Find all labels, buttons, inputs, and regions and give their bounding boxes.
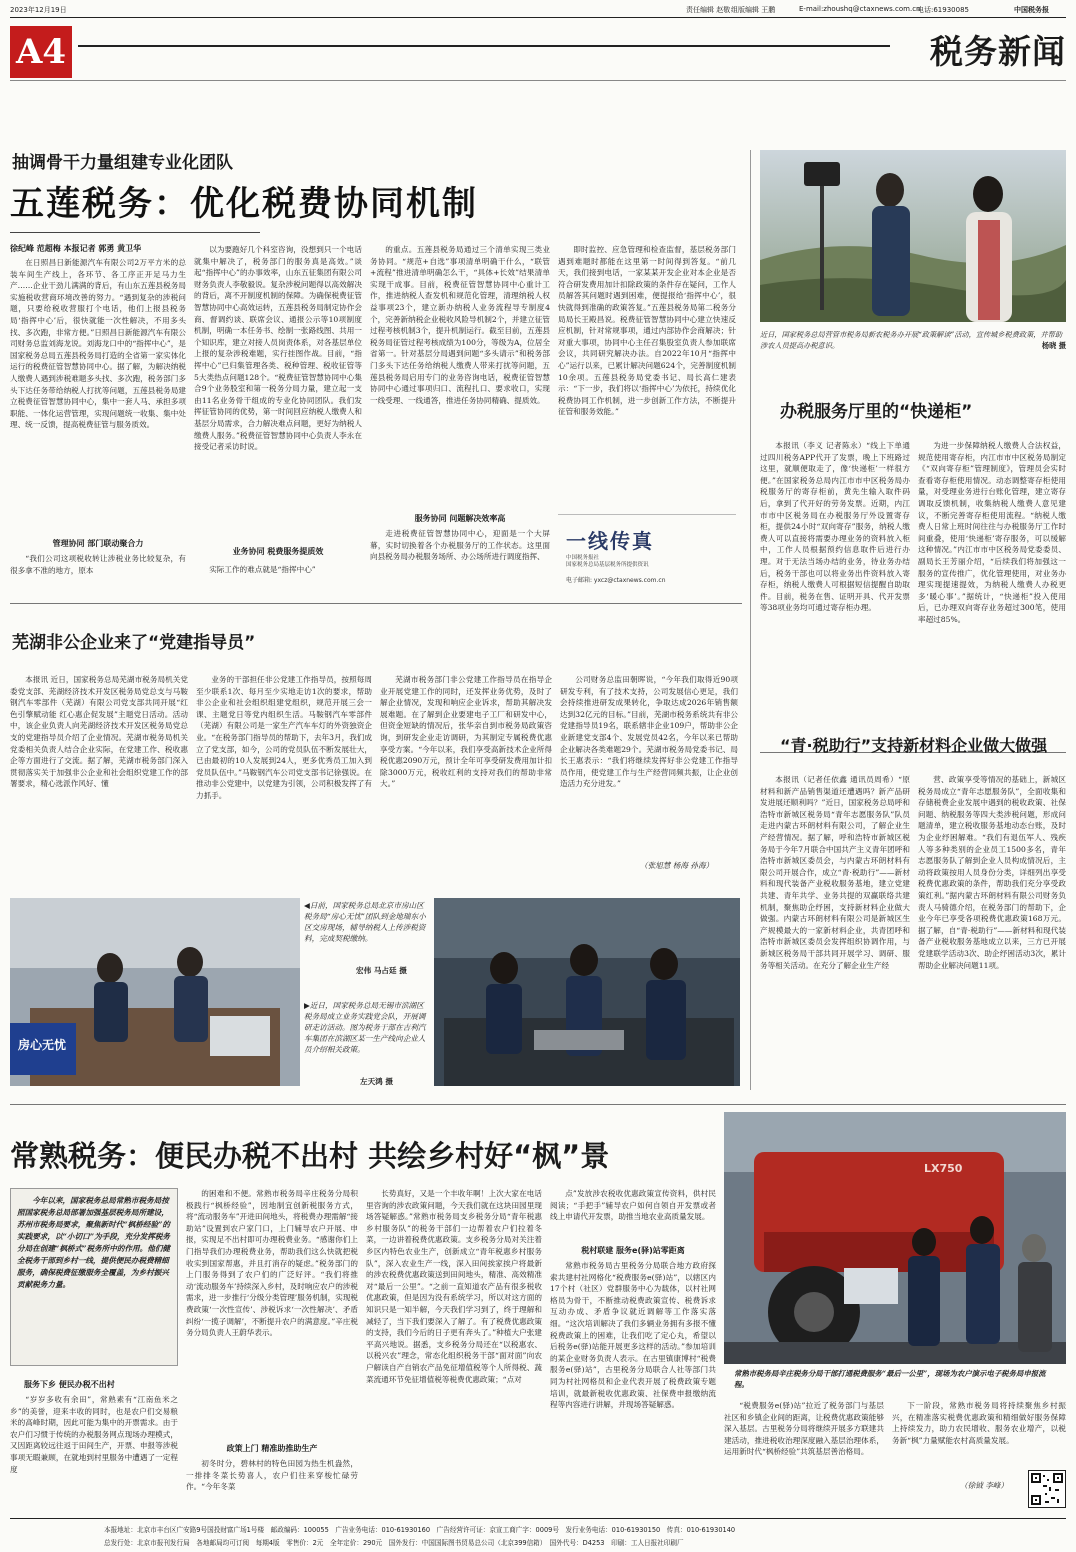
story5-col3 <box>366 1188 542 1510</box>
story3-col2-text: 业务的干部担任非公党建工作指导员，按照每周至少联系1次、每月至少实地走访1次的要求，帮助非公企业和社会组织组建党组织，规范开展三会一课、主题党日等党内组织生活。马鞍钢汽车零部件（芜湖）有限公司是一家生产汽车车灯的外资独资企业。“在税务部门指导员的帮助下，去年3月，我们成立了党支部，如今，公司的党员队伍不断发展壮大，已由最初的10人发展到24人，更多优秀员工加入到党员队伍中。”马鞍钢汽车公司党支部书记徐强说。在推动非公党建中，以党建为引领，公司积极发挥了有力抓手。 <box>196 675 372 800</box>
story5-intro-box <box>10 1188 178 1366</box>
story4-col2-text: 营、政策享受等情况的基础上，新城区税务局成立“青年志愿服务队”，全面收集和存储税费企业发展中遇到的税收政策、社保问题、纳税服务等四大类涉税问题，形成问题清单，建立税收服务基地动态台账，及时为企业纾困解难。“我们有退伍军人、残疾人等多种类别的企业员工1500多名，青年志愿服务队了解到企业人员构成情况后，主动将政策按用人员身份分类，详细列出享受税费优惠政策的条件，帮助我们充分享受政策红利。”据内蒙古环朗材料有限公司财务负责人马骑德介绍，在税务部门的帮助下，企业今年已享受各项税费优惠政策168万元。据了解，自“青·税助行”——新材料和现代装备产业税收服务基地成立以来，三方已开展党建联学活动3次、助企纾困活动3次，累计帮助企业解决问题11项。 <box>918 775 1066 970</box>
story2-col1 <box>760 440 910 740</box>
story1-kicker: 抽调骨干力量组建专业化团队 <box>12 153 233 173</box>
story5-col1 <box>10 1394 178 1510</box>
story2-col2 <box>918 440 1066 740</box>
story1-col1-text: 在日照昌日新能源汽车有限公司2万平方米的总装车间生产线上，各环节、各工序正开足马力生产……企业干劲儿满满的背后，有山东五莲县税务局实施税收营商环境改善的努力。“遇到复杂的涉税问题，只要给税收营服打个电话，他们上报县税务局‘指挥中心’后，很快就能一次性解决，不用多头找、多次跑，非常方便。”日照昌日新能源汽车有限公司财务总监刘海龙说。刘海龙口中的“指挥中心”，是国家税务总局五莲县税务局打造的全省第一家实体化运行的税费征管智慧协同中心。据了解，为解决纳税人缴费人遇到涉税难题多头找、多次跑，税务部门多头下达任务带给纳税人打扰等问题，五莲县税务局建立税费征管智慧协同中心，集中一套人马、承担多项职能、一体化运营管理，实现问题统一收集、集中处理、统一反馈，提高税费征管与服务质效。 <box>10 258 186 430</box>
vertical-divider <box>750 150 751 1090</box>
story4-col1 <box>760 774 910 1092</box>
header-phone: 电话:61930085 <box>917 6 969 14</box>
story5-col5-text: “税费服务e(驿)站”拉近了税务部门与基层社区和乡镇企业间的距离，让税费优惠政策能够深入基层。古里税务分局将继续开展多方联建共建活动，推进税收治理深度融入基层治理体系，运用新时代“枫桥经验”共筑基层善治格局。 <box>724 1401 884 1457</box>
story5-photo-caption: 常熟市税务局辛庄税务分局干部打通税费服务“最后一公里”，现场为农户演示电子税务局申报流程。 <box>734 1369 1046 1389</box>
story4-col1-text: 本报讯（记者任依鑫 通讯员周希）“原材料和新产品销售渠道还遭遇吗？新产品研发进展还顺利吗？”近日，国家税务总局呼和浩特市新城区税务局“青年志愿服务队”队员走进内蒙古环朗材料有限公司，了解企业生产经营情况。据了解，呼和浩特市新城区税务局于今年7月联合中国共产主义青年团呼和浩特市新城区委员会，与内蒙古环朗材料有限公司开展合作，成立“青·税助行”——新材料和现代装备产业税收服务基地，建立党建共建、青年共学、业务共提的双赢联络共建机制，聚焦助企纾困，支持新材料企业做大做强。内蒙古环朗材料有限公司是新城区生产规模最大的一家新材料企业，共青团呼和浩特市新城区委员会发挥组织协调作用，与新城区税务局干部共同开展学习、调研、服务等相关活动。在充分了解企业生产经 <box>760 775 910 970</box>
story1-byline: 徐纪峰 范超梅 本报记者 郭勇 黄卫华 <box>10 244 142 253</box>
story4-col2 <box>918 774 1066 1092</box>
story5-col4b-text: 常熟市税务局古里税务分局联合地方政府探索共建村社网格化“税费服务e(驿)站”，以辖区内17个村（社区）党群服务中心为载体，以村社网格员为骨干，不断推动税费政策宣传、税费诉求互动办成、矛盾争议就近调解等工作落实落细。“这次培训解决了我们多辆业务拥有多报不懂税费政策上的困难，让我们吃了定心丸，希望以后税务e(驿)站能开展更多这样的活动。”参加培训的某企业财务负责人表示。在古里镇康博村“税费服务e(驿)站”，古里税务分局联合人社等部门共同为村社网格员和企业代表开展了税费政策专题培训，就最新税收优惠政策、社保费申报缴纳流程等内容进行讲解，并现场答疑解惑。 <box>550 1261 716 1410</box>
masthead-rule <box>78 45 890 47</box>
story5-photo-tractor-text: LX750 <box>924 1162 963 1175</box>
story5-intro: 今年以来，国家税务总局常熟市税务局按照国家税务总局部署加强基层税务局所建设，苏州市税务局要求，聚焦新时代“枫桥经验”的实践要求，以“小切口”为手段，充分发挥税务分局在创建“枫桥式”税务所中的作用。他们健全税务干部到乡村一线，提供便民办税费精细服务，确保税费征缴服务全覆盖，为乡村振兴贡献税务力量。 <box>17 1196 171 1289</box>
photo-livestream-illustration <box>760 150 1066 322</box>
story1-col4 <box>558 244 736 502</box>
mid-right-photo <box>434 898 740 1086</box>
story3-col1 <box>10 674 188 870</box>
stamp-email: 电子邮箱: yxcz@ctaxnews.com.cn <box>566 577 666 584</box>
story1-bottom-rule <box>10 603 742 604</box>
qr-code-icon <box>1029 1471 1065 1507</box>
stamp-title: 一线传真 <box>566 529 654 553</box>
masthead-rule-bottom <box>10 80 1066 81</box>
story4-headline: “青·税助行”支持新材料企业做大做强 <box>780 736 1048 755</box>
story3-headline: 芜湖非公企业来了“党建指导员” <box>12 633 256 653</box>
story1-byline-rule <box>10 232 260 233</box>
story5-col6 <box>892 1400 1066 1460</box>
story3-col4-text: 公司财务总监田朝晖说，“今年我们取得近90项研发专利，有了技术支持，公司发展信心更足，我们会持续推进研发成果转化，争取达成2026年销售额达到32亿元的目标。”目前，芜湖市税务系统共有非公党建指导员19名，联系辖非企业109户，帮助非公企业新建党支部4个、发展党员42名，今年以来已帮助企业解决各类难题29个。芜湖市税务局党委书记、局长王惠表示：“我们将继续发挥好非公党建工作指导员作用，使党建工作与生产经营同频共振，让企业创造活力充分迸发。” <box>560 675 738 789</box>
story1-col3-text: 的重点。五莲县税务局通过三个清单实现三类业务协同。“规范+自选”事项清单明确干什么，“联管+流程”推进清单明确怎么干，“具体+长效”结果清单实现干成事。目前，税费征管智慧协同中心重计工作，推进纳税人查发机和规范化管理，清理纳税人权益事项23个，建立新办纳税人业务流程导专制度4个，完善新纳税企业税收风险导机制2个，并建立征管过程考核机制3个，提升机制运行。截至目前，五莲县税务局征管过程考核成绩为100分，等级为A，位居全省第一。针对基层分局遇到问题“多头请示”和税务部门多头下达任务给纳税人缴费人带来打扰等问题，五莲县税务局启用专门的业务咨询电话，税费征管智慧协同中心通过事项归口、流程扎口、要求收口，实现一线受理、一线通答，推进任务协同精确、提质效。 <box>370 245 550 405</box>
story2-col1-text: 本报讯（李义 记者陈永）“线上下单通过四川税务APP代开了发票，晚上下班路过这里，就顺便取走了，像‘快递柜’一样很方便。”在国家税务总局内江市市中区税务局办税服务厅的寄存柜前，黄先生输入取件码后，拿到了代开好的劳务发票。近期，内江市市中区税务局在办税服务厅外设置寄存柜，提供24小时“双向寄存”服务，纳税人缴费人可以直接将需要办理业务的资料放入柜中，工作人员根据预约信息取件后进行办理。对于无法当场办结的业务，待业务办结后，税务干部也可以将业务出件资料放入寄存柜，纳税人缴费人可根据短信提醒自助取件。目前，税务在售、证明开具、代开发票等38项业务均可通过寄存柜办理。 <box>760 441 910 613</box>
right-top-photo-caption <box>760 330 1066 376</box>
story5-col2b <box>186 1458 358 1510</box>
story3-credit: （张旭慧 杨海 孙海） <box>640 861 714 870</box>
story5-col4-subhead: 税村联建 服务e(驿)站零距离 <box>581 1246 685 1255</box>
photo-housing-service-illustration <box>10 898 300 1086</box>
story1-col1-subhead: 管理协同 部门联动聚合力 <box>52 539 144 548</box>
mid-left-photo <box>10 898 300 1086</box>
story5-photo <box>724 1112 1066 1364</box>
section-title: 税务新闻 <box>930 32 1066 71</box>
story3-col2 <box>196 674 372 870</box>
header-rule <box>10 17 1066 18</box>
mid-right-photo-credit: 左天鸿 摄 <box>360 1077 394 1086</box>
photo-factory-visit-illustration <box>434 898 740 1086</box>
header-editor: 责任编辑 赵敬 <box>686 6 731 14</box>
story5-col2 <box>186 1188 358 1440</box>
story3-col4 <box>560 674 738 858</box>
story1-col1b-text: “我们公司这项税收转让涉税业务比较复杂，有很多拿不准的地方，原本 <box>10 554 186 575</box>
story5-col4b <box>550 1260 716 1510</box>
story5-col2-subhead: 政策上门 精准助推助生产 <box>226 1444 318 1453</box>
story2-headline: 办税服务厅里的“快递柜” <box>780 402 973 422</box>
story5-col5 <box>724 1400 884 1512</box>
story5-credit: （徐钺 李峰） <box>960 1481 1008 1490</box>
story1-col1b <box>10 553 186 589</box>
mid-bottom-rule <box>10 1104 1066 1105</box>
right-top-photo <box>760 150 1066 322</box>
right-top-caption-credit: 杨晓 摄 <box>1041 340 1066 350</box>
story5-col2b-text: 初冬时分，碧林村的特色田园为热生机盎然，一排排冬菜长势喜人，农户们往来穿梭忙碌劳作。“今年冬菜 <box>186 1459 358 1492</box>
header-email: E-mail:zhoushq@ctaxnews.com.cn <box>799 5 921 13</box>
yixian-chuanzhen-stamp <box>558 514 736 588</box>
story3-col3-text: 芜湖市税务部门非公党建工作指导员在指导企业开展党建工作的同时，还发挥业务优势，及时了解企业情况，发现和响应企业诉求，帮助其解决发展难题。在了解到企业要建电子工厂和研发中心，但资金短缺的情况后，张华亲自到市税务局政策咨询，到研发企业走访调研，为其制定专属税费优惠享受方案。“今年以来，我们享受高新技术企业所得税优惠2090万元，预计全年可享受研发费用加计扣除3000万元，税收红利的支持对我们的帮助非常大。” <box>380 675 552 789</box>
story1-col3b-text: 走进税费征管智慧协同中心，迎面是一个大屏幕，实时切换着各个办税服务厅的工作状态。这里面向县税务局办税服务场所、办公场所进行调度指挥、 <box>370 529 550 562</box>
story5-headline: 常熟税务：便民办税不出村 共绘乡村好“枫”景 <box>10 1139 610 1173</box>
stamp-sub: 中国税务报社 国家税务总局基层税务所提供资讯 <box>566 555 649 568</box>
mid-left-photo-sign: 房心无忧 <box>18 1038 67 1052</box>
story3-col3 <box>380 674 552 870</box>
story1-col2b <box>194 564 362 588</box>
header-designer: 组版编辑 王鹏 <box>731 6 776 14</box>
story1-col3 <box>370 244 550 510</box>
story1-col2-text: 以为要跑好几个科室咨询，没想到只一个电话就集中解决了，税务部门的服务真是高效。”谈起“指挥中心”的办事效率，山东五征集团有限公司财务负责人李敬毅说。复杂涉税问题得以高效解决的背后，离不开制度机制的保障。为确保税费征管智慧协同中心高效运转，五莲县税务局制定协作会商、督调约谈、联席会议、通报公示等10项制度机制，明确一本任务书、绘制一张路线图、共用一个知识库，建立对接人员岗责体系，对各基层单位上报的复杂涉税难题，实行挂图作战。目前，“指挥中心”已归集管理各类、税种管理、税收征管等5大类热点问题128个。“税费征管智慧协同中心集合9个业务股室和第一税务分局力量，建立起一支由11名业务骨干组成的专业化协同团队。我们发挥征管协同的优势，第一时间回应纳税人缴费人和基层分局需求，合力解决难点问题，更好为纳税人缴费人服务。”税费征管智慧协同中心负责人李永在接受记者采访时说。 <box>194 245 362 452</box>
story5-col4-text: 点”发放涉农税收优惠政策宣传资料，供村民阅读；“手把手”辅导农户如何自领自开发票或者线上申请代开发票，助推当地农业高质量发展。 <box>550 1189 716 1222</box>
header-date: 2023年12月19日 <box>10 6 67 14</box>
story1-col1 <box>10 257 186 553</box>
qr-code <box>1028 1470 1066 1508</box>
photo-tractor-service-illustration <box>724 1112 1066 1364</box>
mid-right-photo-caption <box>304 1000 430 1082</box>
story5-col4 <box>550 1188 716 1240</box>
story1-col2 <box>194 244 362 544</box>
story5-col3-text: 长势真好，又是一个丰收年啊！上次大家在电话里咨询的涉农政策问题，今天我们就在这块田园里现场答疑解惑。”常熟市税务局支乡税务分局“青年税惠乡村服务队”的税务干部们一边帮着农户们拉着冬菜，一边讲着税费优惠政策。支乡税务分局对关注着乡区内特色农业生产，创新成立“青年税惠乡村服务队”，深入农业生产一线，深入田间挨家挨户将最新的涉农税费优惠政策送到田间地头，精准、高效精准对“最后一公里”。“之前一直知道农产品有很多税收优惠政策，但是因为没有系统学习，所以对这方面的知识只是一知半解，今天我们学习到了，终于理解和减轻了，当下我们要深入了解了。有了税费优惠政策的支持，我们今后的日子更有奔头了。”种植大户张建平高兴地说。据悉，支乡税务分局还在“以税惠农、以税兴农”理念，常态化组织税务干部“面对面”向农户解读自产自销农产品免征增值税等个人所得税、蔬菜流通环节免征增值税等税费优惠政策；“点对 <box>366 1189 542 1384</box>
header-paper-name: 中国税务报 <box>1014 6 1049 14</box>
story1-col2b-text: 实际工作的难点就是“指挥中心” <box>209 565 316 574</box>
story3-col1-text: 本报讯 近日，国家税务总局芜湖市税务局机关党委党支部、芜湖经济技术开发区税务局党总支与马鞍钢汽车零部件（芜湖）有限公司党支部共同开展“红色引擎赋动能 红心惠企促发展”主题党日活动。活动中，该企业负责人向芜湖经济技术开发区税务局党总支的党建指导员介绍了企业情况。芜湖市税务局机关党委相关负责人结合企业实际，在党建工作、税收惠企等方面进行了交流。据了解，芜湖市税务部门深入贯彻落实关于加强非公企业和社会组织党建工作的部署要求，精心选派作风好、懂 <box>10 675 188 789</box>
story5-col2-text: 的困难和不便。常熟市税务局辛庄税务分局积极践行“枫桥经验”，因地制宜创新税服务方式，将“流动服务车”开进田间地头，将税费办理需解“接助站”设置到农户家门口，上门辅导农户开展、申报，实现足不出村即可办理税费业务。“感谢你们上门指导我们办理税费业务，帮助我们这么快就把税收实到国家帮惠，并且打消存的疑虑。”税务部门的上门服务得到了农户们的广泛好评。“我们将推动‘流动服务车’持续深入乡村，及时响应农户的涉税需求，进一步推行‘分级分类管理’服务机制，实现税费政策‘一次性宣传’、涉税诉求‘一次性解决’、矛盾纠纷‘一揽子调解’，不断提升农户的满意度。”辛庄税务分局负责人王蔚华表示。 <box>186 1189 358 1338</box>
footer-rule <box>10 1518 1066 1519</box>
mid-left-caption-text: ◀日前，国家税务总局北京市房山区税务局“房心无忧”团队到金地瑞东小区交房现场，辅导纳税人上传涉税资料，完成契税缴纳。 <box>304 901 426 943</box>
story5-col1-subhead: 服务下乡 便民办税不出村 <box>24 1380 115 1389</box>
story2-col2-text: 为进一步保障纳税人缴费人合法权益，规范使用寄存柜，内江市市中区税务局制定《“双向寄存柜”管理制度》，管理员会实时查看寄存柜使用情况。动态调整寄存柜使用量，对受理业务进行台账化管理，建立寄存调取反馈机制，收集纳税人缴费人意见建议，不断完善寄存柜使用流程。“纳税人缴费人日常上班时间往往与办税服务厅工作时间重叠，使用‘快递柜’寄存服务，可以缓解这种情况。”内江市市中区税务局党委委员、副局长王芳丽介绍，“后续我们将加强这一服务的宣传推广，优化管理使用，对业务办理实现提速提效，为纳税人缴费人办税更多‘暖心事’。”据统计，“快递柜”投入使用后，已办理双向寄存业务超过300笔，使用率超过85%。 <box>918 441 1066 624</box>
story1-col3b <box>370 528 550 588</box>
story1-col2-subhead: 业务协同 税费服务提质效 <box>232 547 324 556</box>
story1-headline: 五莲税务：优化税费协同机制 <box>10 184 478 224</box>
story5-col6-text: 下一阶段，常熟市税务局将持续聚焦乡村振兴，在精准落实税费优惠政策和精细做好服务保障上持续发力，助力农民增收、服务农业增产，以税务新“枫”力量赋能农村高质量发展。 <box>892 1401 1066 1445</box>
mid-right-caption-text: ▶近日，国家税务总局无锡市滨湖区税务局成立业务实践党会队，开展调研走访活动。图为税务干部在吉利汽车集团在滨湖区某一生产线向企业人员介绍相关政策。 <box>304 1001 426 1054</box>
footer-line2: 总发行处：北京市报刊发行局 各地邮局均可订阅 每期4版 零售价：2元 全年定价：290元 国外发行：中国国际图书贸易总公司（北京399信箱） 国外代号：D4253 印刷：工人日报社印刷厂 <box>104 1539 684 1547</box>
story1-col4-text: 即时监控、应急管理和检查监督，基层税务部门遇到难题时都能在这里第一时间得到答复。“前几天，我们接到电话，一家某某开发企业对本企业是否符合研发费用加计扣除政策的条件存在疑问，工作人员解答其问题时遇到困难，便提报给‘指挥中心’，很快就得到准确的政策答复。”五莲县税务局第二税务分局局长王殿昌说。税费征管智慧协同中心建立快速反应机制，针对常规事项，通过内部协作会商解决；针对重大事项，协同中心主任召集股室负责人参加联席会议，共同研究解决办法。自2022年10月“指挥中心”运行以来，已累计解决问题624个，完善制度机制10余项。五莲县税务局党委书记、局长高仁建表示：“下一步，我们将以‘指挥中心’为依托，持续优化税费协同工作机制，进一步创新工作方法，不断提升征管和服务效能。” <box>558 245 736 417</box>
mid-left-photo-credit: 宏伟 马占廷 摄 <box>356 966 407 975</box>
page-number: A4 <box>15 32 67 72</box>
story5-col1-text: “岁岁多收有余田”，常熟素有“江南鱼米之乡”的美誉，迎来丰收的同时，也是农户们交易粮米的高峰时期，因此可能为集中的开票需求。由于农户们习惯于传统的办税服务网点现场办理模式，又因距离较远往返于田间生产，开票、申报等涉税事项无暇兼顾，在就地到村里服务中遭遇了一定程度 <box>10 1395 178 1474</box>
story1-col3-subhead: 服务协同 问题解决效率高 <box>414 514 506 523</box>
right-top-caption-text: 近日，国家税务总局营管市税务局新农税务办开展“政策解读”活动，宣传城乡税费政策，并帮助涉农人员提高办税意识。 <box>760 330 1063 350</box>
footer-line1: 本报地址：北京市丰台区广安路9号国投财富广场1号楼 邮政编码：100055 广告业务电话：010-61930160 广告经营许可证：京宣工商广字：0009号 发行业务电话：010-61930150 传真：010-61930140 <box>104 1526 736 1534</box>
